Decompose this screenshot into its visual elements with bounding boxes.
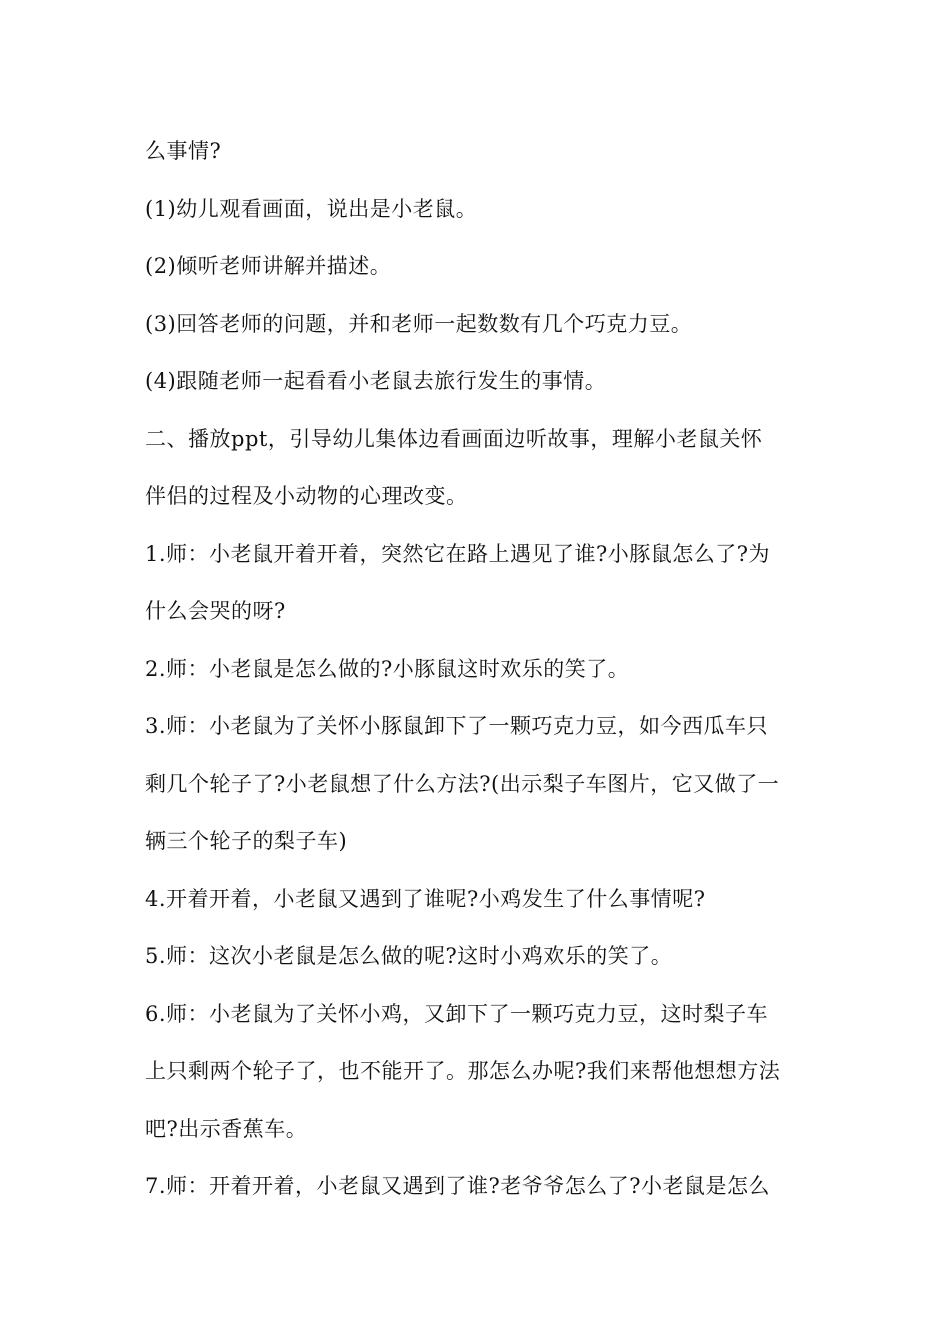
text-line: 1.师：小老鼠开着开着，突然它在路上遇见了谁?小豚鼠怎么了?为 bbox=[145, 542, 771, 566]
text-line: (2)倾听老师讲解并描述。 bbox=[145, 254, 392, 278]
text-line: 伴侣的过程及小动物的心理改变。 bbox=[145, 484, 468, 508]
text-line: 上只剩两个轮子了，也不能开了。那怎么办呢?我们来帮他想想方法 bbox=[145, 1059, 781, 1083]
text-line: (1)幼儿观看画面，说出是小老鼠。 bbox=[145, 197, 478, 221]
text-line: 二、播放ppt，引导幼儿集体边看画面边听故事，理解小老鼠关怀 bbox=[145, 427, 763, 451]
text-line: 3.师：小老鼠为了关怀小豚鼠卸下了一颗巧克力豆，如今西瓜车只 bbox=[145, 714, 769, 738]
text-line: 7.师：开着开着，小老鼠又遇到了谁?老爷爷怎么了?小老鼠是怎么 bbox=[145, 1174, 771, 1198]
text-line: 什么会哭的呀? bbox=[145, 599, 286, 623]
text-line: 5.师：这次小老鼠是怎么做的呢?这时小鸡欢乐的笑了。 bbox=[145, 944, 673, 968]
text-line: 2.师：小老鼠是怎么做的?小豚鼠这时欢乐的笑了。 bbox=[145, 657, 630, 681]
text-line: 辆三个轮子的梨子车) bbox=[145, 829, 348, 853]
text-line: 6.师：小老鼠为了关怀小鸡，又卸下了一颗巧克力豆，这时梨子车 bbox=[145, 1002, 769, 1026]
text-line: (4)跟随老师一起看看小老鼠去旅行发生的事情。 bbox=[145, 369, 607, 393]
text-line: 4.开着开着，小老鼠又遇到了谁呢?小鸡发生了什么事情呢? bbox=[145, 887, 706, 911]
text-line: 剩几个轮子了?小老鼠想了什么方法?(出示梨子车图片，它又做了一 bbox=[145, 772, 780, 796]
text-line: 吧?出示香蕉车。 bbox=[145, 1117, 308, 1141]
text-line: 么事情? bbox=[145, 139, 222, 163]
text-line: (3)回答老师的问题，并和老师一起数数有几个巧克力豆。 bbox=[145, 312, 693, 336]
